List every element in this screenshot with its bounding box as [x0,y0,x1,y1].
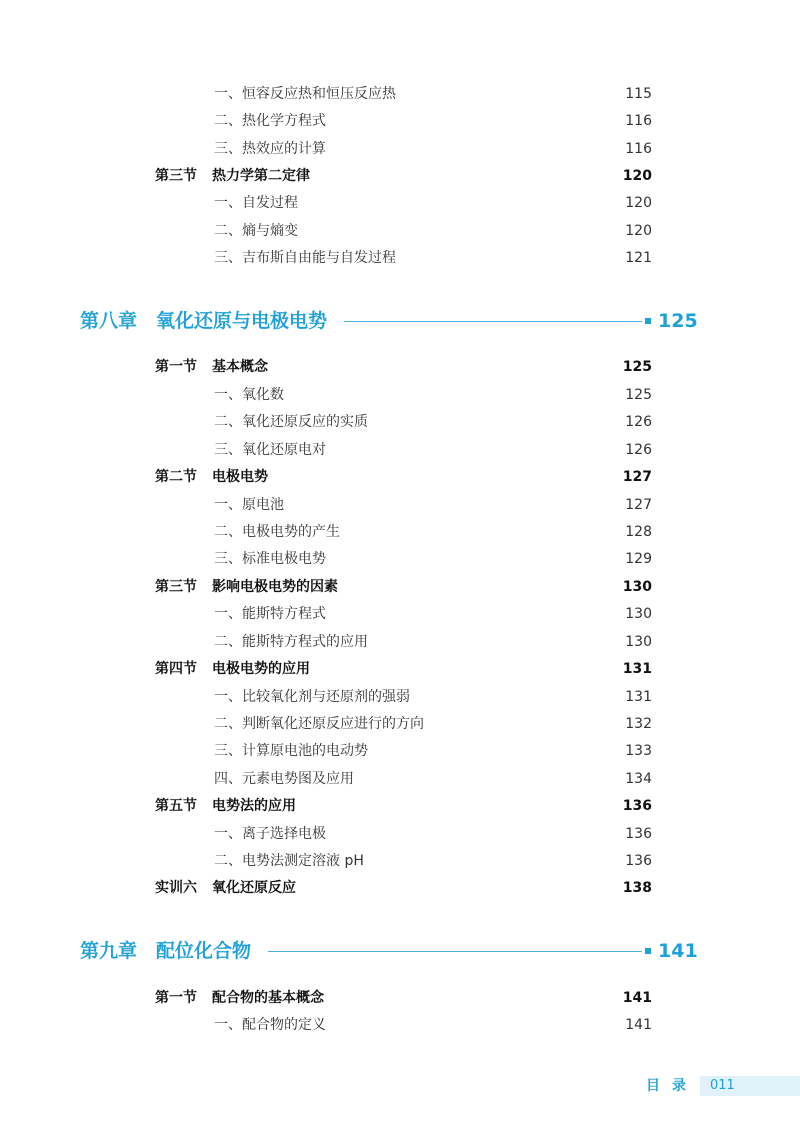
toc-item[interactable] [0,411,800,433]
toc-section-page: 125 [622,359,652,375]
toc-item-label: 一、比较氧化剂与还原剂的强弱 [214,689,410,705]
toc-item-label: 二、判断氧化还原反应进行的方向 [214,716,424,732]
toc-section-page: 138 [622,880,652,896]
toc-item-label: 一、原电池 [214,497,284,513]
chapter-dot-marker [645,948,651,954]
toc-item-page: 116 [625,141,652,157]
toc-item-page: 115 [625,86,652,102]
toc-section-number: 第三节 [155,168,197,184]
toc-item[interactable] [0,384,800,406]
toc-item-page: 127 [625,497,652,513]
toc-item-label: 一、恒容反应热和恒压反应热 [214,86,396,102]
toc-section-label: 电极电势 [212,469,268,485]
toc-item-page: 120 [625,195,652,211]
toc-item-label: 一、离子选择电极 [214,826,326,842]
toc-section-page: 130 [622,579,652,595]
toc-section-label: 影响电极电势的因素 [212,579,338,595]
toc-item-page: 121 [625,250,652,266]
toc-section[interactable] [0,466,800,488]
toc-item[interactable] [0,494,800,516]
toc-item[interactable] [0,110,800,132]
toc-item-label: 一、自发过程 [214,195,298,211]
toc-item[interactable] [0,138,800,160]
toc-item[interactable] [0,220,800,242]
toc-item-page: 133 [625,743,652,759]
chapter-title: 氧化还原与电极电势 [156,310,328,332]
toc-section-number: 第三节 [155,579,197,595]
toc-section[interactable] [0,165,800,187]
toc-item-page: 134 [625,771,652,787]
toc-item[interactable] [0,603,800,625]
toc-item-page: 126 [625,442,652,458]
toc-item-page: 129 [625,551,652,567]
chapter-number: 第九章 [80,940,138,962]
toc-item-label: 三、热效应的计算 [214,141,326,157]
toc-item-page: 120 [625,223,652,239]
toc-item-label: 一、氧化数 [214,387,284,403]
toc-section-label: 热力学第二定律 [212,168,310,184]
toc-item-label: 二、热化学方程式 [214,113,326,129]
toc-item-label: 二、氧化还原反应的实质 [214,414,368,430]
toc-item-label: 三、标准电极电势 [214,551,326,567]
toc-item-page: 130 [625,634,652,650]
chapter-leader-line [344,321,642,322]
toc-section-number: 第五节 [155,798,197,814]
toc-item-label: 三、吉布斯自由能与自发过程 [214,250,396,266]
toc-item[interactable] [0,823,800,845]
toc-item-page: 125 [625,387,652,403]
toc-section-label: 电极电势的应用 [212,661,310,677]
toc-section[interactable] [0,356,800,378]
toc-item[interactable] [0,850,800,872]
chapter-title: 配位化合物 [156,940,252,962]
toc-section-number: 第四节 [155,661,197,677]
toc-item[interactable] [0,247,800,269]
chapter-page: 141 [658,940,698,962]
toc-section[interactable] [0,987,800,1009]
toc-section-number: 第一节 [155,359,197,375]
toc-item-label: 二、熵与熵变 [214,223,298,239]
toc-item[interactable] [0,768,800,790]
toc-item[interactable] [0,1014,800,1036]
page-footer [0,1074,800,1098]
toc-section-number: 第一节 [155,990,197,1006]
toc-item[interactable] [0,686,800,708]
toc-item[interactable] [0,740,800,762]
toc-item-page: 116 [625,113,652,129]
toc-section-page: 127 [622,469,652,485]
toc-item-label: 二、电极电势的产生 [214,524,340,540]
toc-item[interactable] [0,713,800,735]
toc-section-number: 第二节 [155,469,197,485]
toc-section[interactable] [0,576,800,598]
toc-section[interactable] [0,877,800,899]
toc-item-page: 132 [625,716,652,732]
chapter-leader-line [268,951,642,952]
chapter-dot-marker [645,318,651,324]
toc-item-page: 126 [625,414,652,430]
footer-page-number: 011 [710,1078,735,1093]
toc-item[interactable] [0,439,800,461]
toc-item-page: 136 [625,853,652,869]
chapter-heading-8[interactable] [0,306,800,336]
toc-section-page: 141 [622,990,652,1006]
toc-item-label: 一、能斯特方程式 [214,606,326,622]
toc-section-number: 实训六 [155,880,197,896]
toc-item-label: 三、计算原电池的电动势 [214,743,368,759]
toc-section-page: 136 [622,798,652,814]
toc-item[interactable] [0,192,800,214]
chapter-heading-9[interactable] [0,936,800,966]
toc-section-page: 131 [622,661,652,677]
toc-item[interactable] [0,521,800,543]
toc-item-label: 一、配合物的定义 [214,1017,326,1033]
chapter-page: 125 [658,310,698,332]
footer-section-label: 目录 [646,1078,698,1094]
toc-item-label: 四、元素电势图及应用 [214,771,354,787]
toc-item-label: 二、能斯特方程式的应用 [214,634,368,650]
toc-section-page: 120 [622,168,652,184]
toc-item-page: 141 [625,1017,652,1033]
toc-item[interactable] [0,548,800,570]
toc-item[interactable] [0,83,800,105]
toc-section[interactable] [0,795,800,817]
toc-item-page: 136 [625,826,652,842]
chapter-number: 第八章 [80,310,138,332]
toc-section-label: 氧化还原反应 [212,880,296,896]
toc-item[interactable] [0,631,800,653]
toc-item-page: 131 [625,689,652,705]
toc-item-page: 128 [625,524,652,540]
toc-section-label: 配合物的基本概念 [212,990,324,1006]
toc-item-label: 二、电势法测定溶液 pH [214,853,364,869]
toc-item-page: 130 [625,606,652,622]
toc-section-label: 电势法的应用 [212,798,296,814]
toc-section[interactable] [0,658,800,680]
toc-section-label: 基本概念 [212,359,268,375]
toc-item-label: 三、氧化还原电对 [214,442,326,458]
